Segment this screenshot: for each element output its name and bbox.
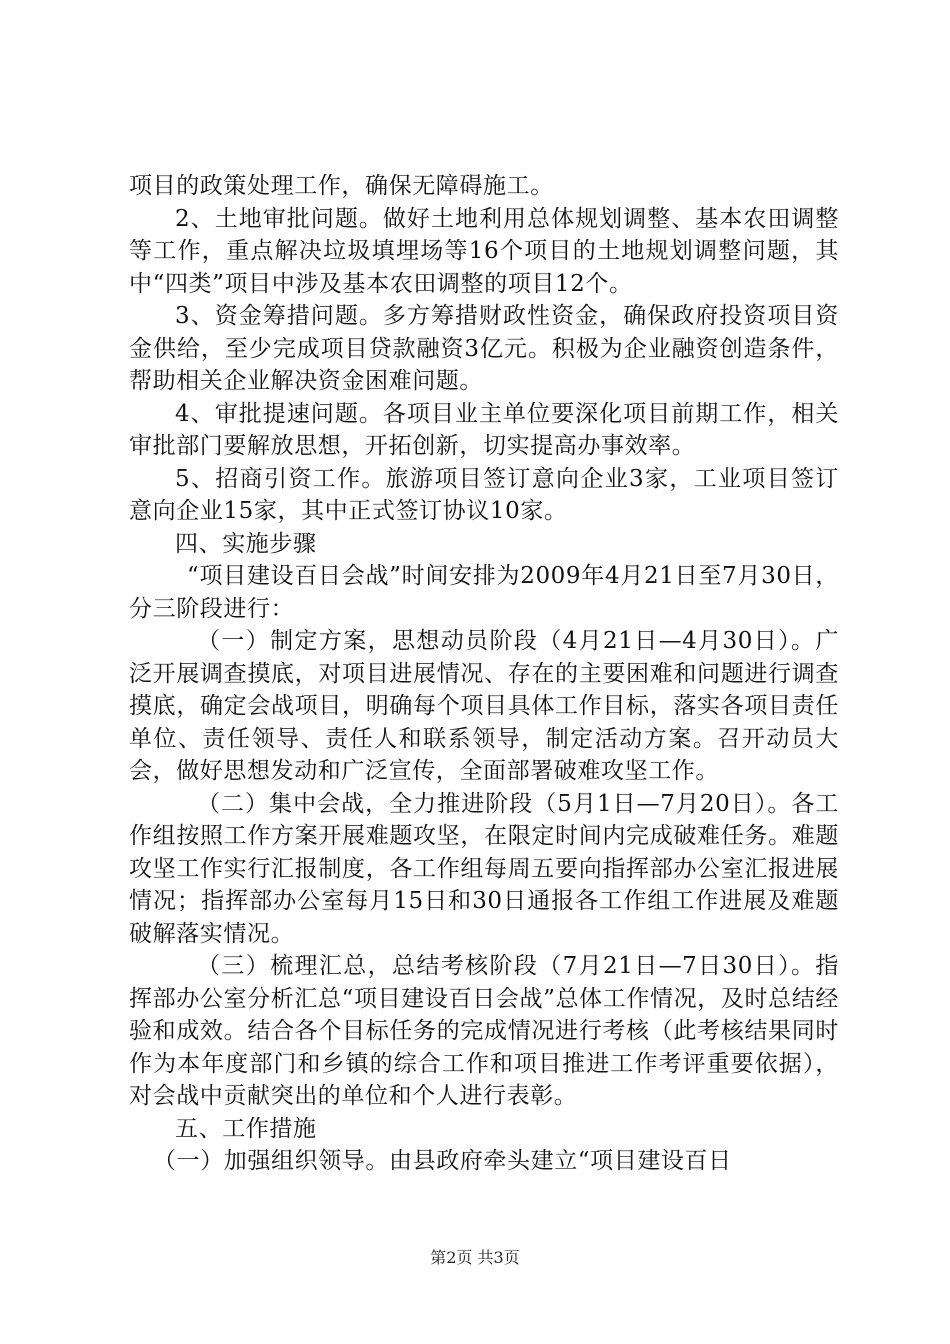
paragraph-stage-two: （二）集中会战，全力推进阶段（5月1日—7月20日）。各工作组按照工作方案开展难题攻坚，在限定时间内完成破难任务。难题攻坚工作实行汇报制度，各工作组每周五要向指挥部办公室汇报进展情况；指挥部办公室每月15日和30日通报各工作组工作进展及难题破解落实情况。 — [129, 790, 839, 947]
paragraph-organization: （一）加强组织领导。由县政府牵头建立“项目建设百日 — [153, 1148, 732, 1174]
paragraph-approval-speedup: 4、审批提速问题。各项目业主单位要深化项目前期工作，相关审批部门要解放思想，开拓创新，切实提高办事效率。 — [129, 400, 839, 459]
paragraph-continuation: 项目的政策处理工作，确保无障碍施工。 — [129, 173, 554, 199]
section-heading-work-measures: 五、工作措施 — [175, 1115, 317, 1142]
paragraph-funding: 3、资金筹措问题。多方筹措财政性资金，确保政府投资项目资金供给，至少完成项目贷款融资3亿元。积极为企业融资创造条件，帮助相关企业解决资金困难问题。 — [129, 303, 839, 394]
paragraph-investment: 5、招商引资工作。旅游项目签订意向企业3家，工业项目签订意向企业15家，其中正式签订协议10家。 — [129, 465, 839, 524]
paragraph-stage-three: （三）梳理汇总，总结考核阶段（7月21日—7日30日）。指挥部办公室分析汇总“项目建设百日会战”总体工作情况，及时总结经验和成效。结合各个目标任务的完成情况进行考核（此考核结果同时作为本年度部门和乡镇的综合工作和项目推进工作考评重要依据），对会战中贡献突出的单位和个人进行表彰。 — [129, 953, 839, 1109]
paragraph-stage-one: （一）制定方案，思想动员阶段（4月21日—4月30日）。广泛开展调查摸底，对项目进展情况、存在的主要困难和问题进行调查摸底，确定会战项目，明确每个项目具体工作目标，落实各项目责任单位、责任领导、责任人和联系领导，制定活动方案。召开动员大会，做好思想发动和广泛宣传，全面部署破难攻坚工作。 — [129, 628, 839, 784]
section-heading-implementation-steps: 四、实施步骤 — [175, 530, 317, 557]
paragraph-schedule: “项目建设百日会战”时间安排为2009年4月21日至7月30日，分三阶段进行： — [129, 563, 839, 622]
paragraph-land-approval: 2、土地审批问题。做好土地利用总体规划调整、基本农田调整等工作，重点解决垃圾填埋场等16个项目的土地规划调整问题，其中“四类”项目中涉及基本农田调整的项目12个。 — [129, 205, 839, 297]
page-number-footer: 第2页 共3页 — [430, 1248, 520, 1267]
document-body — [129, 170, 839, 1178]
